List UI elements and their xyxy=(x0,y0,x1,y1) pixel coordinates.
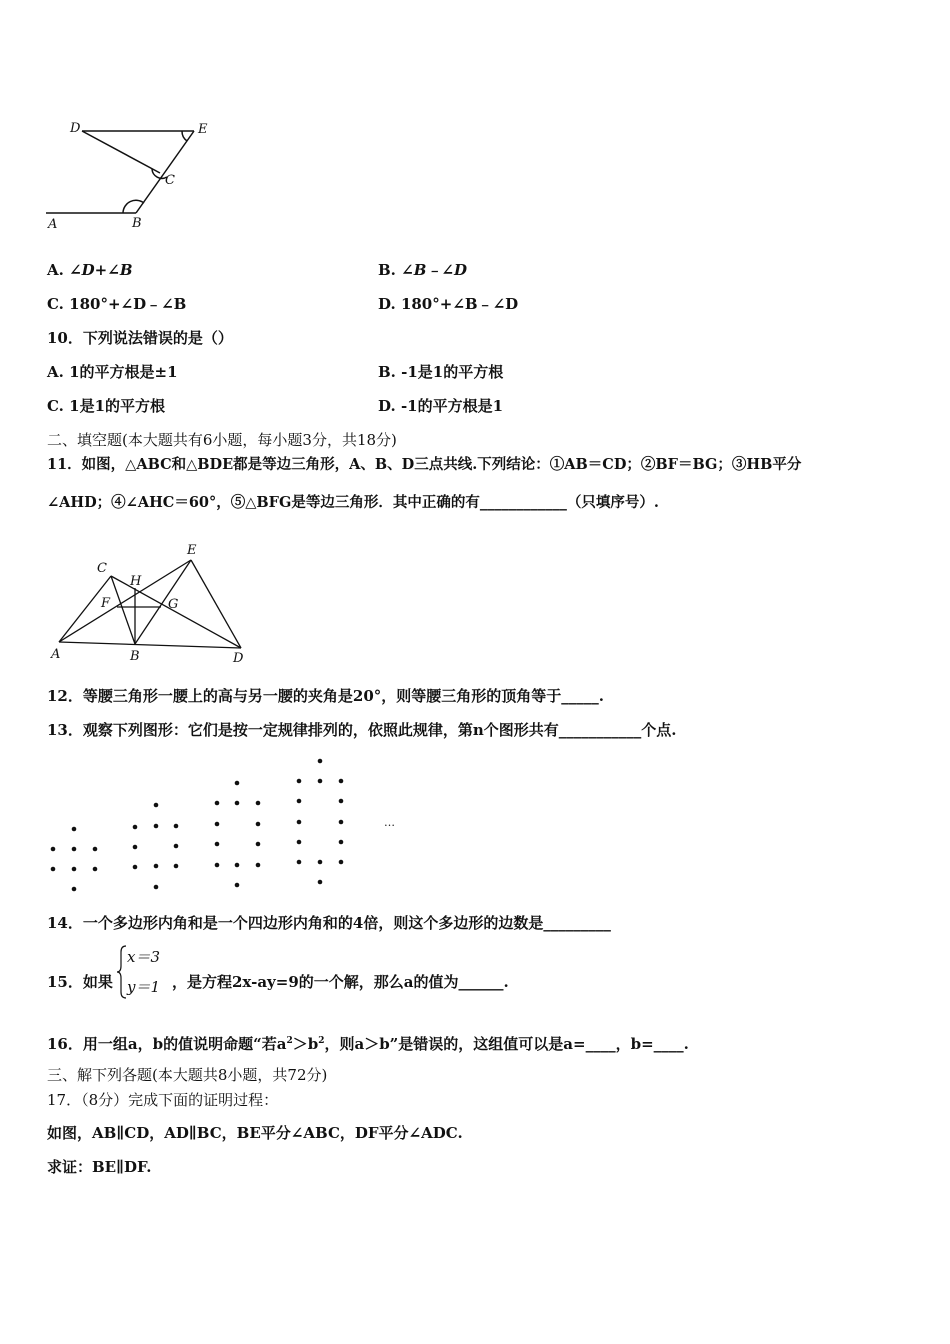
dot xyxy=(318,759,323,764)
q15-equation-system xyxy=(117,944,177,1000)
q9-label-a: A xyxy=(48,217,58,232)
dot xyxy=(174,844,179,849)
option-letter: D. xyxy=(378,295,396,313)
dot xyxy=(154,885,159,890)
dot xyxy=(297,860,302,865)
q17-prove: 求证：BE∥DF. xyxy=(47,1158,152,1176)
q11-label-h: H xyxy=(130,574,142,589)
dot xyxy=(297,820,302,825)
q10-option-a xyxy=(47,362,178,382)
q15-prefix: 15．如果 xyxy=(47,973,113,991)
option-text: -1是1的平方根 xyxy=(401,363,504,381)
dot xyxy=(154,824,159,829)
dot xyxy=(256,822,261,827)
q10-stem: 10．下列说法错误的是（） xyxy=(47,329,233,347)
option-letter: C. xyxy=(47,295,64,313)
option-text: 1是1的平方根 xyxy=(69,397,166,415)
q11-label-d: D xyxy=(233,651,244,666)
dot xyxy=(318,779,323,784)
dot xyxy=(72,887,77,892)
dot xyxy=(256,842,261,847)
option-letter: B. xyxy=(378,261,396,279)
q9-option-a xyxy=(47,260,133,280)
option-letter: C. xyxy=(47,397,64,415)
q11-label-g: G xyxy=(168,597,179,612)
brace-icon xyxy=(117,944,127,1000)
dot xyxy=(72,847,77,852)
q9-option-c xyxy=(47,294,186,314)
dot xyxy=(72,867,77,872)
option-text: 180°+∠B﹣∠D xyxy=(400,295,519,313)
q11-label-b: B xyxy=(130,649,140,664)
option-text: 1的平方根是±1 xyxy=(69,363,178,381)
q11-line1: 11．如图，△ABC和△BDE都是等边三角形，A、B、D三点共线.下列结论：①AB＝CD；②BF＝BG；③HB平分 xyxy=(47,456,802,473)
q15-eq1: x＝3 xyxy=(127,948,161,966)
dot xyxy=(154,864,159,869)
q9-label-c: C xyxy=(165,173,175,188)
q16-sup2: 2 xyxy=(318,1036,325,1046)
dot xyxy=(215,801,220,806)
option-letter: B. xyxy=(378,363,396,381)
dot xyxy=(72,827,77,832)
q11-label-f: F xyxy=(101,596,111,611)
q9-figure xyxy=(40,115,230,235)
q10-option-d xyxy=(378,396,503,416)
q9-label-b: B xyxy=(132,216,142,231)
q9-label-d: D xyxy=(70,121,81,136)
q10-option-b xyxy=(378,362,503,382)
q16-text xyxy=(47,1031,689,1054)
q16-sup1: 2 xyxy=(286,1036,293,1046)
dot xyxy=(174,864,179,869)
dot xyxy=(339,840,344,845)
option-letter: A. xyxy=(47,363,64,381)
dot xyxy=(339,779,344,784)
dot xyxy=(51,867,56,872)
q13-text: 13．观察下列图形：它们是按一定规律排列的，依照此规律，第n个图形共有___________个点. xyxy=(47,721,677,739)
dot xyxy=(174,824,179,829)
dot xyxy=(297,779,302,784)
dot xyxy=(154,803,159,808)
dot xyxy=(339,860,344,865)
q17-stem: 17．（8分）完成下面的证明过程： xyxy=(47,1091,279,1109)
q14-text: 14．一个多边形内角和是一个四边形内角和的4倍，则这个多边形的边数是_________ xyxy=(47,914,611,932)
option-text: 180°+∠D﹣∠B xyxy=(69,295,187,313)
q9-option-b xyxy=(378,260,467,280)
option-letter: A. xyxy=(47,261,64,279)
dot xyxy=(235,781,240,786)
q11-figure xyxy=(45,540,255,670)
dot xyxy=(133,865,138,870)
q15-eq2: y＝1 xyxy=(127,978,161,996)
dot xyxy=(215,842,220,847)
q11-label-c: C xyxy=(97,561,107,576)
dot xyxy=(93,847,98,852)
q11-label-a: A xyxy=(51,647,61,662)
dot xyxy=(256,863,261,868)
q12-text: 12．等腰三角形一腰上的高与另一腰的夹角是20°，则等腰三角形的顶角等于_____. xyxy=(47,687,604,705)
q13-ellipsis: … xyxy=(384,816,395,829)
dot xyxy=(51,847,56,852)
dot xyxy=(339,799,344,804)
q16-part3: ，则a＞b”是错误的，这组值可以是a=____，b=____. xyxy=(324,1035,689,1053)
section2-heading: 二、填空题(本大题共有6小题，每小题3分，共18分) xyxy=(47,431,397,449)
dot xyxy=(215,863,220,868)
dot xyxy=(339,820,344,825)
q9-option-d xyxy=(378,294,518,314)
dot xyxy=(215,822,220,827)
q17-given: 如图，AB∥CD，AD∥BC，BE平分∠ABC，DF平分∠ADC. xyxy=(47,1124,463,1142)
dot xyxy=(297,799,302,804)
dot xyxy=(297,840,302,845)
q16-part2: ＞b xyxy=(292,1035,319,1053)
q11-line2: ∠AHD；④∠AHC＝60°，⑤△BFG是等边三角形．其中正确的有____________（只填序号）. xyxy=(47,494,659,511)
dot xyxy=(318,880,323,885)
q9-label-e: E xyxy=(198,122,208,137)
dot xyxy=(133,825,138,830)
dot xyxy=(93,867,98,872)
q15-suffix: ，是方程2x-ay=9的一个解，那么a的值为______. xyxy=(172,973,509,991)
option-text: ∠D+∠B xyxy=(69,261,133,279)
dot xyxy=(235,883,240,888)
q16-part1: 16．用一组a，b的值说明命题“若a xyxy=(47,1035,287,1053)
option-text: -1的平方根是1 xyxy=(400,397,504,415)
section3-heading: 三、解下列各题(本大题共8小题，共72分) xyxy=(47,1066,328,1084)
dot xyxy=(318,860,323,865)
dot xyxy=(133,845,138,850)
q13-dot-figures xyxy=(40,748,410,898)
option-text: ∠B﹣∠D xyxy=(401,261,467,279)
q10-option-c xyxy=(47,396,165,416)
q11-label-e: E xyxy=(187,543,197,558)
dot xyxy=(235,863,240,868)
option-letter: D. xyxy=(378,397,396,415)
dot xyxy=(256,801,261,806)
dot xyxy=(235,801,240,806)
